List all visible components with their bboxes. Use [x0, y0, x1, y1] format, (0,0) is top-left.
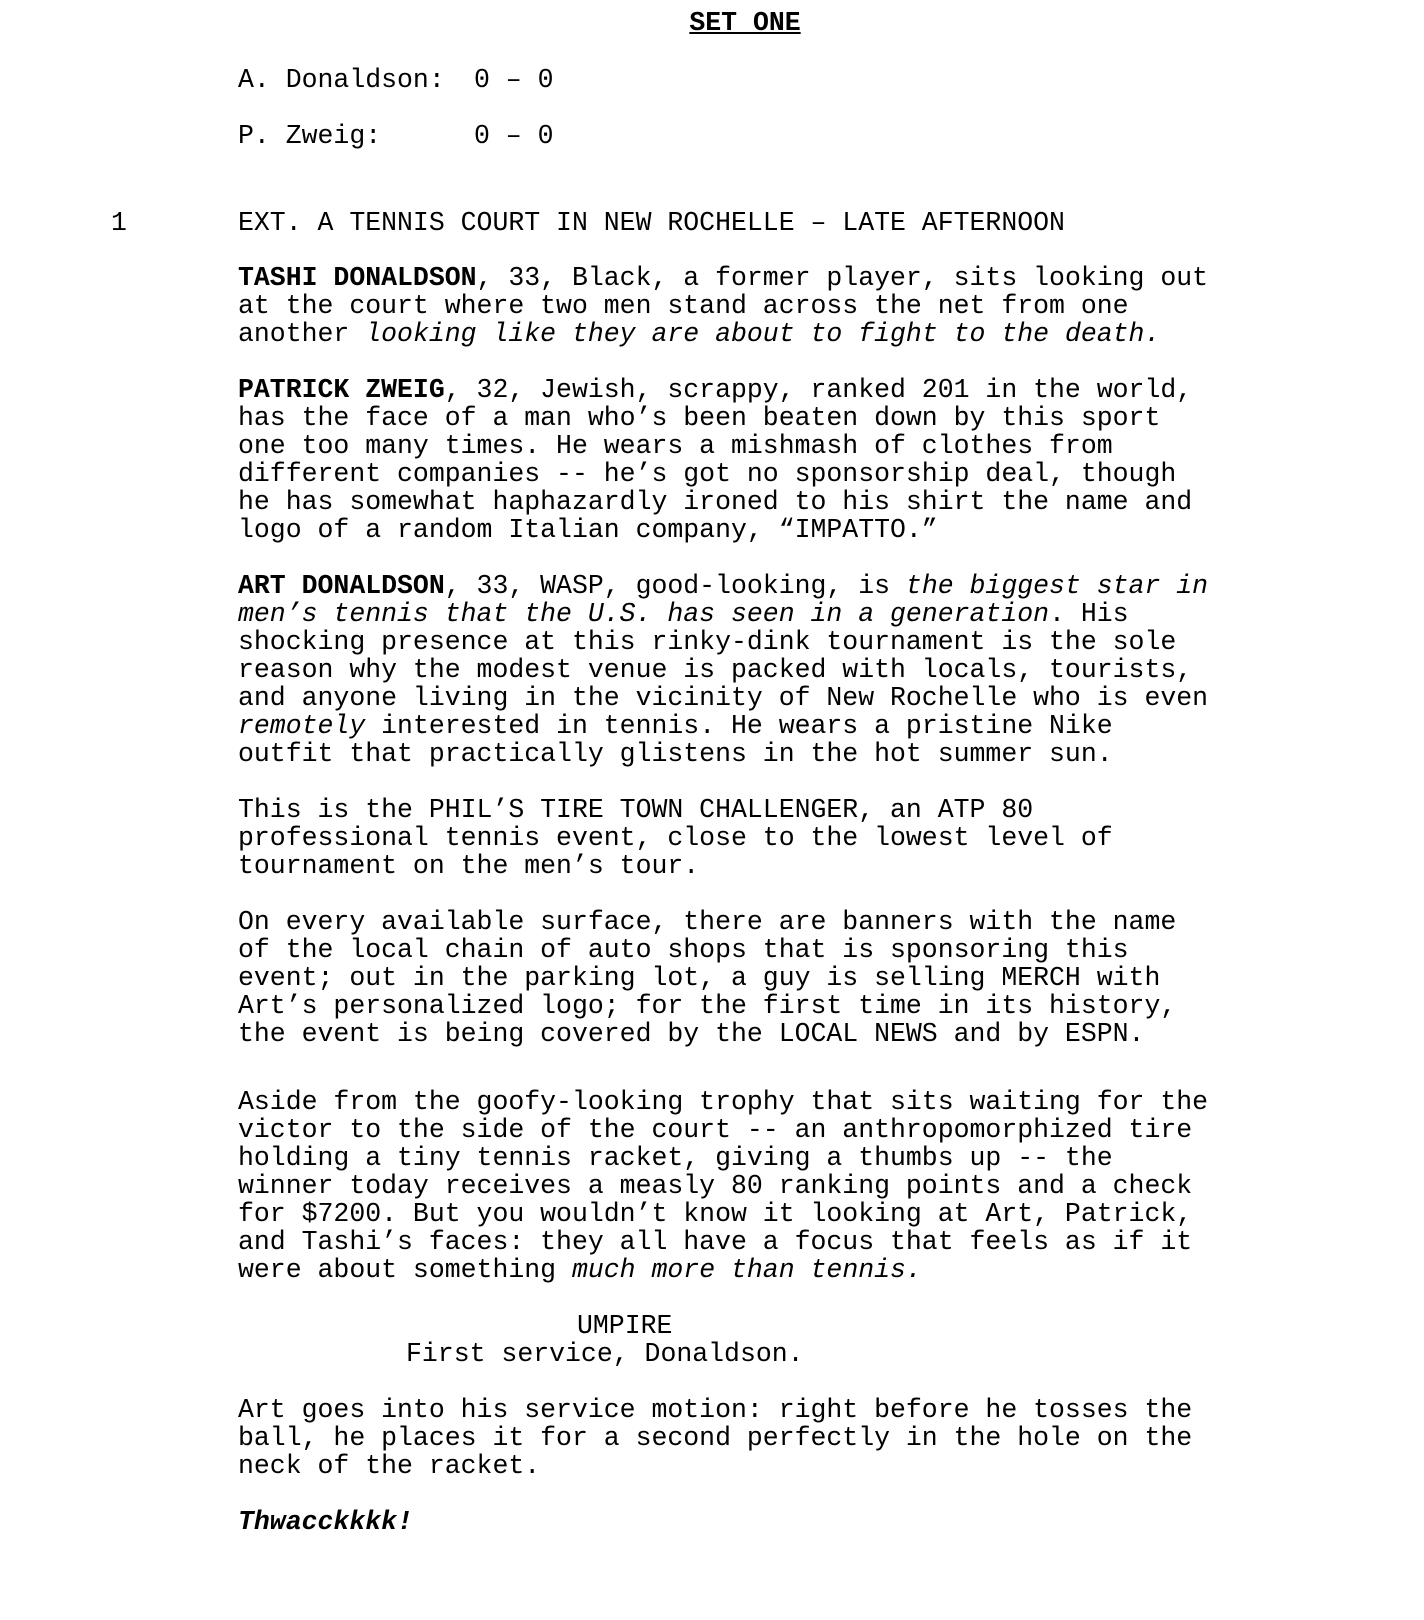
dialogue-character-name: UMPIRE	[577, 1311, 673, 1341]
score-line-zweig	[238, 121, 554, 151]
score-player-name: P. Zweig:	[238, 121, 382, 151]
action-paragraph-patrick	[238, 376, 1368, 544]
action-text: , 33, WASP, good-looking, is	[444, 571, 906, 601]
character-intro-name: ART DONALDSON	[238, 571, 445, 601]
action-text: , 32, Jewish, scrappy, ranked 201 in the world, has the face of a man who’s been beaten down by this sport one too many times. He wears a mishmash of clothes from different companies -- he’s got no sponsorship deal, though he has somewhat haphazardly ironed to his shirt the name and logo of a random Italian company, “IMPATTO.”	[238, 375, 1193, 545]
action-paragraph-banners: On every available surface, there are banners with the name of the local chain of auto shops that is sponsoring this event; out in the parking lot, a guy is selling MERCH with Art’s personalized logo; for the first time in its history, the event is being covered by the LOCAL NEWS and by ESPN.	[238, 907, 1177, 1049]
action-paragraph-trophy	[238, 1088, 1368, 1284]
page-title: SET ONE	[689, 8, 801, 38]
scene-number: 1	[111, 208, 127, 238]
score-player-name: A. Donaldson:	[238, 65, 445, 95]
action-paragraph-event: This is the PHIL’S TIRE TOWN CHALLENGER, an ATP 80 professional tennis event, close to the lowest level of tournament on the men’s tour.	[238, 795, 1113, 881]
action-text: , 33, Black, a former player, sits looking out at the court where two men stand across the net from one another	[238, 263, 1209, 349]
action-italic-text: much more than tennis.	[571, 1255, 922, 1285]
dialogue-line: First service, Donaldson.	[406, 1339, 804, 1369]
score-line-donaldson	[238, 65, 554, 95]
action-paragraph-art	[238, 572, 1368, 768]
character-intro-name: TASHI DONALDSON	[238, 263, 477, 293]
action-italic-text: remotely	[238, 711, 366, 741]
action-italic-text: looking like they are about to fight to the death.	[365, 319, 1161, 349]
action-text: Aside from the goofy-looking trophy that sits waiting for the victor to the side of the court -- an anthropomorphized tire holding a tiny tennis racket, giving a thumbs up -- the winner today receives a measly 80 ranking points and a check for $7200. But you wouldn’t know it looking at Art, Patrick, and Tashi’s faces: they all have a focus that feels as if it were about something	[238, 1087, 1209, 1285]
sound-effect-text: Thwacckkkk!	[238, 1507, 413, 1537]
score-value: 0 – 0	[474, 65, 554, 95]
action-italic-text: the biggest star in men’s tennis that the U.S. has seen in a generation	[238, 571, 1209, 629]
character-intro-name: PATRICK ZWEIG	[238, 375, 445, 405]
action-text: interested in tennis. He wears a pristine Nike outfit that practically glistens in the hot summer sun.	[238, 711, 1113, 769]
score-value: 0 – 0	[474, 121, 554, 151]
sound-effect	[238, 1508, 1368, 1536]
action-text: . His shocking presence at this rinky-dink tournament is the sole reason why the modest venue is packed with locals, tourists, and anyone living in the vicinity of New Rochelle who is even	[238, 599, 1209, 713]
action-paragraph-serve: Art goes into his service motion: right before he tosses the ball, he places it for a second perfectly in the hole on the neck of the racket.	[238, 1395, 1193, 1481]
action-paragraph-tashi	[238, 264, 1368, 348]
scene-heading: EXT. A TENNIS COURT IN NEW ROCHELLE – LATE AFTERNOON	[238, 208, 1065, 238]
